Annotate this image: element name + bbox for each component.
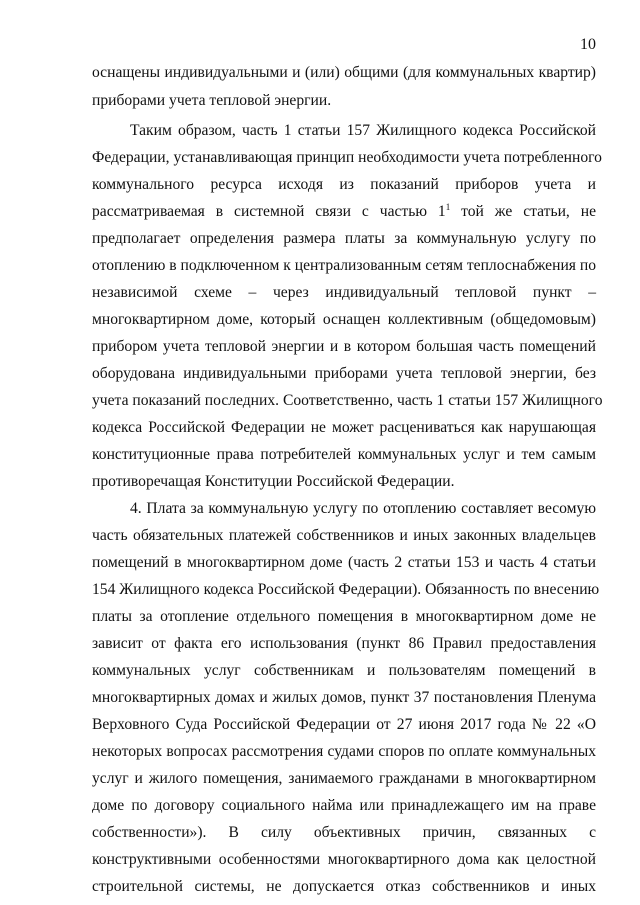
text-line: многоквартирных домах и жилых домов, пункт 37 постановления Пленума: [92, 689, 596, 706]
text-line: кодекса Российской Федерации не может расцениваться как нарушающая: [92, 419, 596, 436]
text-line: многоквартирном доме, который оснащен коллективным (общедомовым): [92, 311, 596, 328]
text-line: 154 Жилищного кодекса Российской Федерации). Обязанность по внесению: [92, 581, 600, 598]
text-line: строительной системы, не допускается отказ собственников и иных: [92, 878, 596, 895]
text-line: зависит от факта его использования (пункт 86 Правил предоставления: [92, 635, 596, 652]
text-line: прибором учета тепловой энергии и в котором большая часть помещений: [92, 338, 596, 355]
page-number: 10: [580, 36, 596, 53]
text-line: Федерации, устанавливающая принцип необходимости учета потребленного: [92, 149, 602, 166]
text-line: некоторых вопросах рассмотрения судами споров по оплате коммунальных: [92, 743, 596, 760]
text-line: [92, 201, 596, 223]
text-line: конституционные права потребителей коммунальных услуг и тем самым: [92, 446, 596, 463]
text-line: независимой схеме – через индивидуальный тепловой пункт –: [92, 284, 596, 301]
text-line: оснащены индивидуальными и (или) общими (для коммунальных квартир): [92, 64, 596, 81]
text-line: 4. Плата за коммунальную услугу по отоплению составляет весомую: [130, 500, 596, 517]
text-line: конструктивными особенностями многоквартирного дома как целостной: [92, 851, 596, 868]
text-line: собственности»). В силу объективных причин, связанных с: [92, 824, 596, 841]
text-line: учета показаний последних. Соответственно, часть 1 статьи 157 Жилищного: [92, 392, 603, 409]
text-line: платы за отопление отдельного помещения в многоквартирном доме не: [92, 608, 596, 625]
text-segment: той же статьи, не: [461, 203, 596, 220]
text-line: Верховного Суда Российской Федерации от 27 июня 2017 года № 22 «О: [92, 716, 596, 733]
text-line: противоречащая Конституции Российской Федерации.: [92, 473, 455, 490]
footnote-superscript: 1: [445, 202, 451, 212]
text-line: отоплению в подключенном к централизованным сетям теплоснабжения по: [92, 257, 597, 274]
text-line: приборами учета тепловой энергии.: [92, 92, 332, 109]
text-line: часть обязательных платежей собственников и иных законных владельцев: [92, 527, 596, 544]
text-line: помещений в многоквартирном доме (часть 2 статьи 153 и часть 4 статьи: [92, 554, 596, 571]
text-line: доме по договору социального найма или принадлежащего им на праве: [92, 797, 596, 814]
text-line: предполагает определения размера платы за коммунальную услугу по: [92, 230, 596, 247]
text-line: оборудована индивидуальными приборами учета тепловой энергии, без: [92, 365, 596, 382]
text-line: коммунальных услуг собственникам и пользователям помещений в: [92, 662, 596, 679]
text-line: коммунального ресурса исходя из показаний приборов учета и: [92, 176, 596, 193]
text-line: услуг и жилого помещения, занимаемого гражданами в многоквартирном: [92, 770, 596, 787]
text-line: Таким образом, часть 1 статьи 157 Жилищного кодекса Российской: [130, 122, 596, 139]
text-segment: рассматриваемая в системной связи с частью 1: [92, 203, 446, 220]
